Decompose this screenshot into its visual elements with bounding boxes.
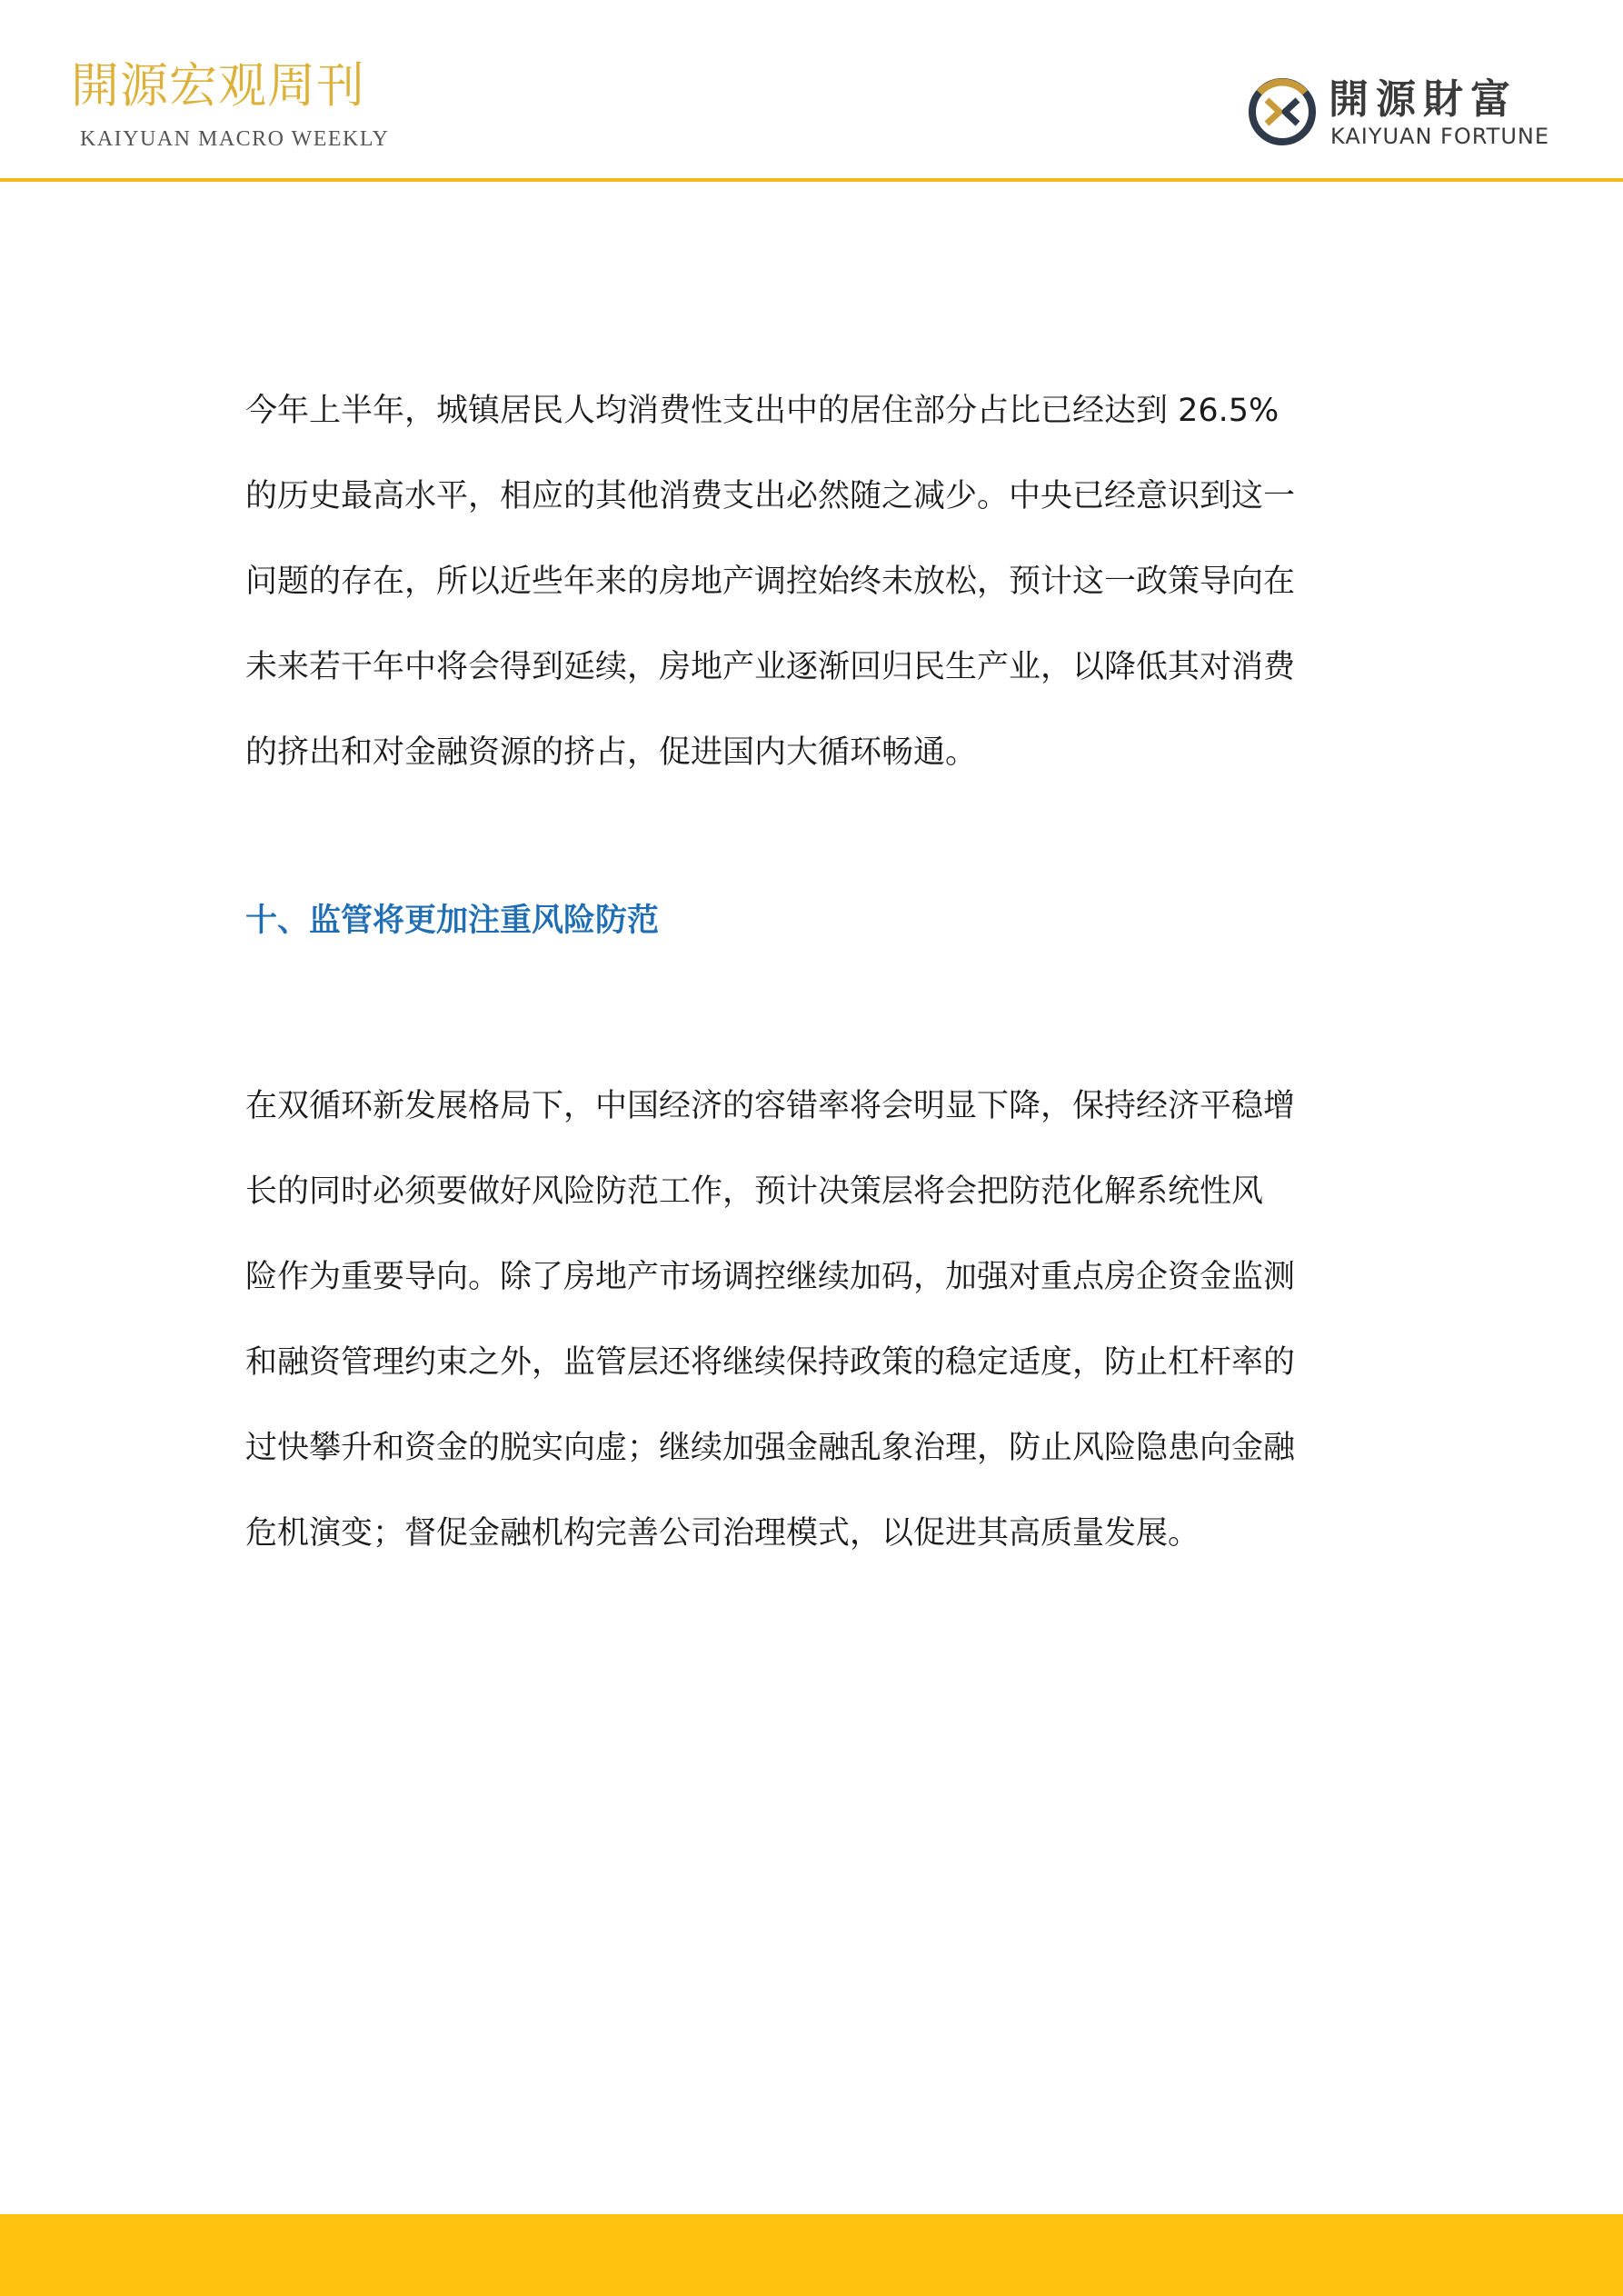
- paragraph-line: 未来若干年中将会得到延续，房地产业逐渐回归民生产业，以降低其对消费: [245, 649, 1296, 685]
- header-divider: [0, 178, 1623, 182]
- body-paragraph-2: [245, 1063, 1295, 1576]
- page-header: [0, 0, 1623, 182]
- logo-name-en: KAIYUAN FORTUNE: [1330, 124, 1550, 149]
- footer-bar: [0, 2214, 1623, 2296]
- publication-title: 開源宏观周刊: [71, 58, 365, 114]
- paragraph-line: 的历史最高水平，相应的其他消费支出必然随之减少。中央已经意识到这一: [245, 478, 1296, 514]
- paragraph-line: 长的同时必须要做好风险防范工作，预计决策层将会把防范化解系统性风: [245, 1173, 1264, 1210]
- paragraph-line: 今年上半年，城镇居民人均消费性支出中的居住部分占比已经达到 26.5%: [245, 393, 1279, 429]
- logo-name-cn: 開源財富: [1329, 76, 1518, 123]
- paragraph-line: 问题的存在，所以近些年来的房地产调控始终未放松，预计这一政策导向在: [245, 564, 1296, 600]
- section-heading: 十、监管将更加注重风险防范: [245, 903, 660, 939]
- paragraph-line: 的挤出和对金融资源的挤占，促进国内大循环畅通。: [245, 734, 978, 771]
- paragraph-line: 和融资管理约束之外，监管层还将继续保持政策的稳定适度，防止杠杆率的: [245, 1344, 1296, 1381]
- paragraph-line: 险作为重要导向。除了房地产市场调控继续加码，加强对重点房企资金监测: [245, 1259, 1296, 1295]
- paragraph-line: 过快攀升和资金的脱实向虚；继续加强金融乱象治理，防止风险隐患向金融: [245, 1430, 1296, 1466]
- paragraph-line: 危机演变；督促金融机构完善公司治理模式，以促进其高质量发展。: [245, 1515, 1200, 1552]
- publication-subtitle: KAIYUAN MACRO WEEKLY: [80, 127, 390, 151]
- kaiyuan-logo-icon: [1247, 76, 1318, 147]
- kaiyuan-fortune-logo: [1247, 76, 1556, 149]
- body-paragraph-1: [245, 368, 1295, 795]
- paragraph-line: 在双循环新发展格局下，中国经济的容错率将会明显下降，保持经济平稳增: [245, 1088, 1296, 1124]
